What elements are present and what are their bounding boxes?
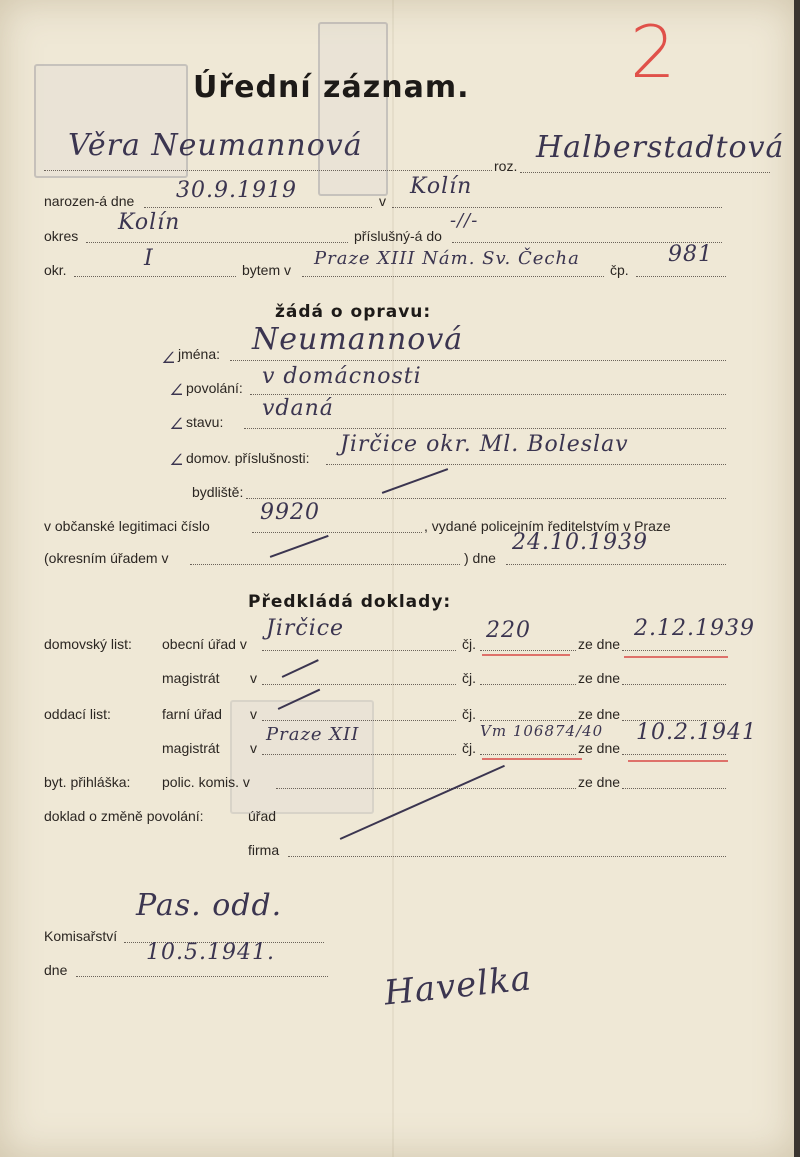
domov-value: Jirčice okr. Ml. Boleslav	[340, 432, 629, 457]
domov-line	[326, 464, 726, 465]
name-line	[44, 170, 492, 171]
okres-value: Kolín	[118, 210, 181, 235]
cj-line-4	[480, 754, 576, 755]
cj-line-3	[480, 720, 576, 721]
roz-label: roz.	[494, 158, 518, 174]
cp-line	[636, 276, 726, 277]
red-underline	[628, 760, 728, 762]
page-title: Úřední záznam.	[193, 70, 470, 105]
bracket-mark: ∠	[168, 378, 186, 402]
magistrat-line-1	[262, 684, 456, 685]
red-underline	[624, 656, 728, 658]
born-label: narozen-á dne	[44, 193, 135, 209]
ze-dne-label-1: ze dne	[578, 636, 621, 652]
domovsky-label: domovský list:	[44, 636, 132, 652]
born-date-value: 30.9.1919	[176, 178, 297, 203]
legitimace-dne-label: ) dne	[464, 550, 496, 566]
bydliste-line	[246, 498, 726, 499]
correction-heading: žádá o opravu:	[275, 302, 432, 322]
red-number-mark: 2	[630, 10, 677, 94]
legitimace-label: v občanské legitimaci číslo	[44, 518, 210, 534]
firma-line	[288, 856, 726, 857]
cj-line-1	[480, 650, 576, 651]
okres-label: okres	[44, 228, 79, 244]
legitimace-issued-by: , vydané policejním ředitelstvím v Praze	[424, 518, 671, 534]
ze-dne-line-5	[622, 788, 726, 789]
name-value: Věra Neumannová	[68, 128, 363, 163]
bytem-value: Praze XIII Nám. Sv. Čecha	[314, 248, 580, 269]
cj-value-4: Vm 106874/40	[480, 722, 604, 740]
red-underline	[482, 758, 582, 760]
legitimace-date: 24.10.1939	[512, 530, 648, 555]
red-underline	[482, 654, 570, 656]
magistrat-label-2: magistrát	[162, 740, 220, 756]
legitimace-line	[252, 532, 422, 533]
magistrat-line-2	[262, 754, 456, 755]
okresni-label: (okresním úřadem v	[44, 550, 169, 566]
komisarstvi-label: Komisařství	[44, 928, 118, 944]
bytem-label: bytem v	[242, 262, 292, 278]
jmena-label: jména:	[178, 346, 221, 362]
cj-label-1: čj.	[462, 636, 476, 652]
bracket-mark: ∠	[160, 346, 178, 370]
okresni-line	[190, 564, 460, 565]
bracket-mark: ∠	[168, 412, 186, 436]
v-label-1: v	[250, 670, 257, 686]
page-edge	[794, 0, 800, 1157]
ze-dne-value-1: 2.12.1939	[634, 616, 755, 641]
born-place-value: Kolín	[410, 174, 473, 199]
okr-value: I	[144, 246, 154, 271]
magistrat-label-1: magistrát	[162, 670, 220, 686]
byt-label: byt. přihláška:	[44, 774, 131, 790]
komisarstvi-value: Pas. odd.	[136, 888, 283, 923]
obecni-urad-value: Jirčice	[266, 616, 345, 641]
cj-label-4: čj.	[462, 740, 476, 756]
ze-dne-label-2: ze dne	[578, 670, 621, 686]
born-date-line	[144, 207, 372, 208]
ze-dne-line-4	[622, 754, 726, 755]
legitimace-dne-line	[506, 564, 726, 565]
ze-dne-line-1	[622, 650, 726, 651]
povolani-value: v domácnosti	[262, 364, 422, 389]
bydliste-label: bydliště:	[192, 484, 244, 500]
jmena-value: Neumannová	[252, 322, 464, 357]
born-v-label: v	[379, 193, 386, 209]
footer-dne-line	[76, 976, 328, 977]
bytem-line	[302, 276, 604, 277]
okr-label: okr.	[44, 262, 67, 278]
povolani-label: povolání:	[186, 380, 243, 396]
stavu-label: stavu:	[186, 414, 224, 430]
polic-line	[276, 788, 576, 789]
stavu-line	[244, 428, 726, 429]
cp-value: 981	[668, 242, 713, 267]
v-label-4: v	[250, 740, 257, 756]
prislusny-value: -//-	[450, 210, 479, 231]
urad-label: úřad	[248, 808, 277, 824]
documents-heading: Předkládá doklady:	[248, 592, 452, 612]
born-place-line	[392, 207, 722, 208]
cp-label: čp.	[610, 262, 629, 278]
oddaci-label: oddací list:	[44, 706, 111, 722]
obecni-urad-label: obecní úřad v	[162, 636, 247, 652]
ze-dne-label-3: ze dne	[578, 706, 621, 722]
polic-label: polic. komis. v	[162, 774, 250, 790]
ze-dne-value-4: 10.2.1941	[636, 720, 757, 745]
farni-urad-line	[262, 720, 456, 721]
prislusny-label: příslušný-á do	[354, 228, 442, 244]
footer-dne-label: dne	[44, 962, 68, 978]
zmena-label: doklad o změně povolání:	[44, 808, 204, 824]
domov-label: domov. příslušnosti:	[186, 450, 310, 466]
roz-value: Halberstadtová	[536, 130, 785, 165]
cj-label-3: čj.	[462, 706, 476, 722]
ze-dne-label-5: ze dne	[578, 774, 621, 790]
cj-label-2: čj.	[462, 670, 476, 686]
signature: Havelka	[382, 958, 534, 1014]
bracket-mark: ∠	[168, 448, 186, 472]
farni-urad-label: farní úřad	[162, 706, 222, 722]
jmena-line	[230, 360, 726, 361]
footer-dne-value: 10.5.1941.	[146, 940, 275, 965]
obecni-urad-line	[262, 650, 456, 651]
cj-value-1: 220	[486, 618, 531, 643]
ze-dne-line-2	[622, 684, 726, 685]
okres-line	[86, 242, 348, 243]
cj-line-2	[480, 684, 576, 685]
firma-label: firma	[248, 842, 280, 858]
v-label-3: v	[250, 706, 257, 722]
ze-dne-label-4: ze dne	[578, 740, 621, 756]
okr-line	[74, 276, 236, 277]
povolani-line	[250, 394, 726, 395]
magistrat-value-2: Praze XII	[266, 724, 360, 745]
stavu-value: vdaná	[262, 396, 334, 421]
roz-line	[520, 172, 770, 173]
legitimace-number: 9920	[260, 500, 320, 525]
